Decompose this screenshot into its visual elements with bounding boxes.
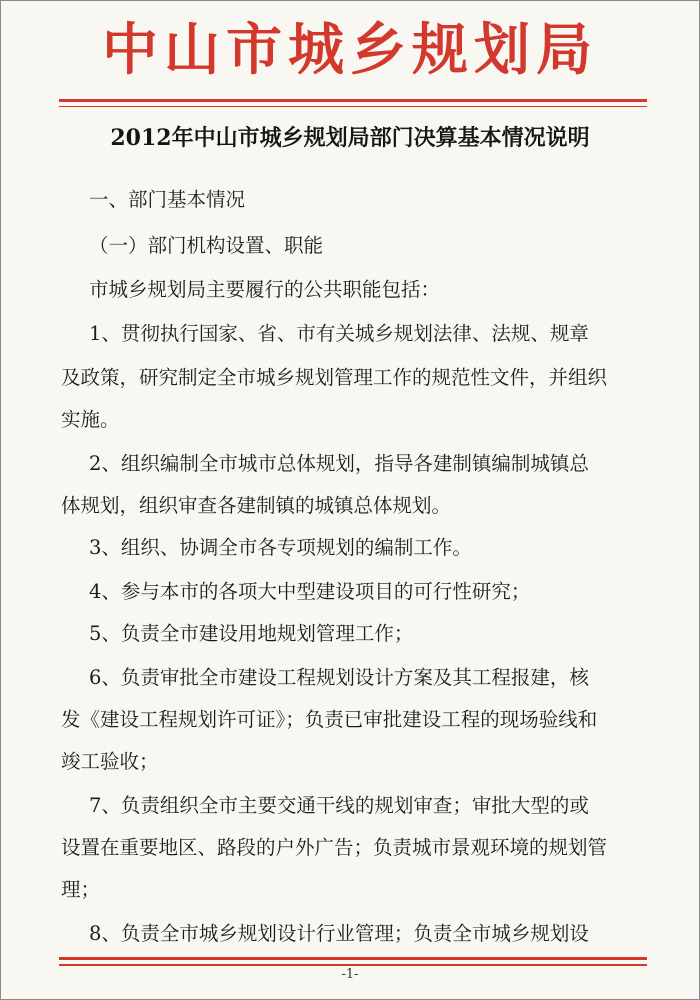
footer-rule <box>59 964 647 966</box>
document-title: 2012年中山市城乡规划局部门决算基本情况说明 <box>110 125 590 151</box>
body-line: 4、参与本市的各项大中型建设项目的可行性研究； <box>89 580 531 603</box>
section-heading-1: 一、部门基本情况 <box>89 188 246 211</box>
body-line: 及政策，研究制定全市城乡规划管理工作的规范性文件，并组织 <box>61 366 608 389</box>
body-line: 1、贯彻执行国家、省、市有关城乡规划法律、法规、规章 <box>89 322 589 345</box>
masthead-rule-thin <box>59 106 647 107</box>
body-line: 理； <box>61 878 101 901</box>
body-line: 6、负责审批全市建设工程规划设计方案及其工程报建，核 <box>89 666 589 689</box>
masthead-title: 中山市城乡规划局 <box>102 18 598 83</box>
body-line: 2、组织编制全市城市总体规划，指导各建制镇编制城镇总 <box>89 452 589 475</box>
footer-rule-thin <box>59 957 647 960</box>
body-line: 设置在重要地区、路段的户外广告；负责城市景观环境的规划管 <box>61 836 608 859</box>
body-line: 3、组织、协调全市各专项规划的编制工作。 <box>89 536 472 559</box>
body-line: 竣工验收； <box>61 750 159 773</box>
body-line: 5、负责全市建设用地规划管理工作； <box>89 622 414 645</box>
section-heading-1-1: （一）部门机构设置、职能 <box>89 234 324 257</box>
page-number: -1- <box>341 967 359 982</box>
body-line: 8、负责全市城乡规划设计行业管理；负责全市城乡规划设 <box>89 922 589 945</box>
masthead-rule-thick <box>59 99 647 102</box>
body-line: 发《建设工程规划许可证》；负责已审批建设工程的现场验线和 <box>61 708 598 731</box>
body-line: 7、负责组织全市主要交通干线的规划审查；审批大型的或 <box>89 794 589 817</box>
body-line: 市城乡规划局主要履行的公共职能包括： <box>89 278 441 301</box>
body-line: 实施。 <box>61 408 120 431</box>
body-line: 体规划，组织审查各建制镇的城镇总体规划。 <box>61 494 452 517</box>
